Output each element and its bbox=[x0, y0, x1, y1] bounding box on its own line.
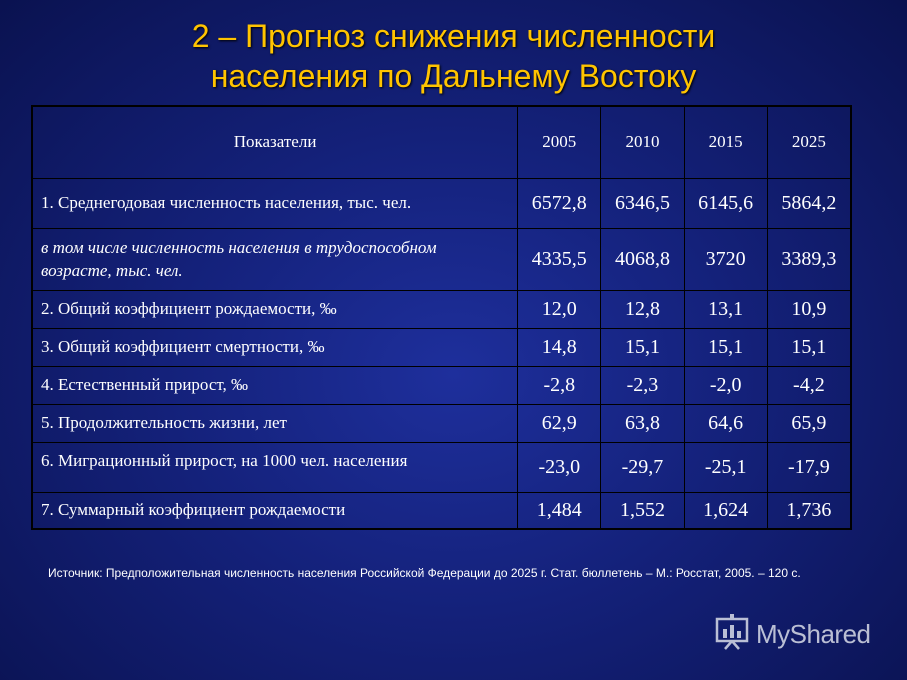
header-indicators: Показатели bbox=[32, 106, 518, 178]
header-year-2015: 2015 bbox=[684, 106, 767, 178]
table-row bbox=[32, 442, 851, 492]
cell-value: -25,1 bbox=[684, 442, 767, 492]
cell-value: 15,1 bbox=[684, 328, 767, 366]
cell-value: -23,0 bbox=[518, 442, 601, 492]
cell-value: 63,8 bbox=[601, 404, 684, 442]
cell-value: 1,624 bbox=[684, 492, 767, 529]
cell-value: 3389,3 bbox=[767, 228, 851, 290]
table-row bbox=[32, 492, 851, 529]
header-year-2025: 2025 bbox=[767, 106, 851, 178]
cell-value: 1,552 bbox=[601, 492, 684, 529]
row-label: 4. Естественный прирост, ‰ bbox=[32, 366, 518, 404]
cell-value: 6346,5 bbox=[601, 178, 684, 228]
cell-value: -29,7 bbox=[601, 442, 684, 492]
cell-value: 12,8 bbox=[601, 290, 684, 328]
cell-value: 4068,8 bbox=[601, 228, 684, 290]
row-label: 2. Общий коэффициент рождаемости, ‰ bbox=[32, 290, 518, 328]
chart-board-icon bbox=[714, 613, 750, 656]
cell-value: 1,484 bbox=[518, 492, 601, 529]
cell-value: 1,736 bbox=[767, 492, 851, 529]
row-label: в том числе численность населения в трудоспособном возрасте, тыс. чел. bbox=[32, 228, 518, 290]
table-header-row bbox=[32, 106, 851, 178]
cell-value: 12,0 bbox=[518, 290, 601, 328]
row-label: 6. Миграционный прирост, на 1000 чел. населения bbox=[32, 442, 518, 492]
cell-value: 65,9 bbox=[767, 404, 851, 442]
source-note: Источник: Предположительная численность населения Российской Федерации до 2025 г. Стат. бюллетень – М.: Росстат, 2005. – 120 с. bbox=[48, 566, 801, 580]
slide-title bbox=[0, 16, 907, 96]
cell-value: 15,1 bbox=[601, 328, 684, 366]
cell-value: -4,2 bbox=[767, 366, 851, 404]
cell-value: 15,1 bbox=[767, 328, 851, 366]
table-row bbox=[32, 328, 851, 366]
header-year-2010: 2010 bbox=[601, 106, 684, 178]
table-row bbox=[32, 404, 851, 442]
cell-value: -2,0 bbox=[684, 366, 767, 404]
cell-value: 5864,2 bbox=[767, 178, 851, 228]
cell-value: 64,6 bbox=[684, 404, 767, 442]
cell-value: 6145,6 bbox=[684, 178, 767, 228]
cell-value: 3720 bbox=[684, 228, 767, 290]
table-row bbox=[32, 228, 851, 290]
cell-value: 6572,8 bbox=[518, 178, 601, 228]
cell-value: -2,3 bbox=[601, 366, 684, 404]
cell-value: 13,1 bbox=[684, 290, 767, 328]
cell-value: -2,8 bbox=[518, 366, 601, 404]
table-row bbox=[32, 366, 851, 404]
cell-value: 14,8 bbox=[518, 328, 601, 366]
row-label: 5. Продолжительность жизни, лет bbox=[32, 404, 518, 442]
table-row bbox=[32, 290, 851, 328]
row-label: 7. Суммарный коэффициент рождаемости bbox=[32, 492, 518, 529]
cell-value: 10,9 bbox=[767, 290, 851, 328]
slide-title-line-1: 2 – Прогноз снижения численности bbox=[191, 18, 716, 54]
slide-title-line-2: населения по Дальнему Востоку bbox=[210, 58, 697, 94]
forecast-table bbox=[31, 105, 852, 530]
cell-value: 62,9 bbox=[518, 404, 601, 442]
row-label: 1. Среднегодовая численность населения, тыс. чел. bbox=[32, 178, 518, 228]
watermark-text: MyShared bbox=[756, 618, 871, 649]
cell-value: 4335,5 bbox=[518, 228, 601, 290]
cell-value: -17,9 bbox=[767, 442, 851, 492]
table-row bbox=[32, 178, 851, 228]
watermark-logo bbox=[714, 614, 871, 654]
header-year-2005: 2005 bbox=[518, 106, 601, 178]
row-label: 3. Общий коэффициент смертности, ‰ bbox=[32, 328, 518, 366]
